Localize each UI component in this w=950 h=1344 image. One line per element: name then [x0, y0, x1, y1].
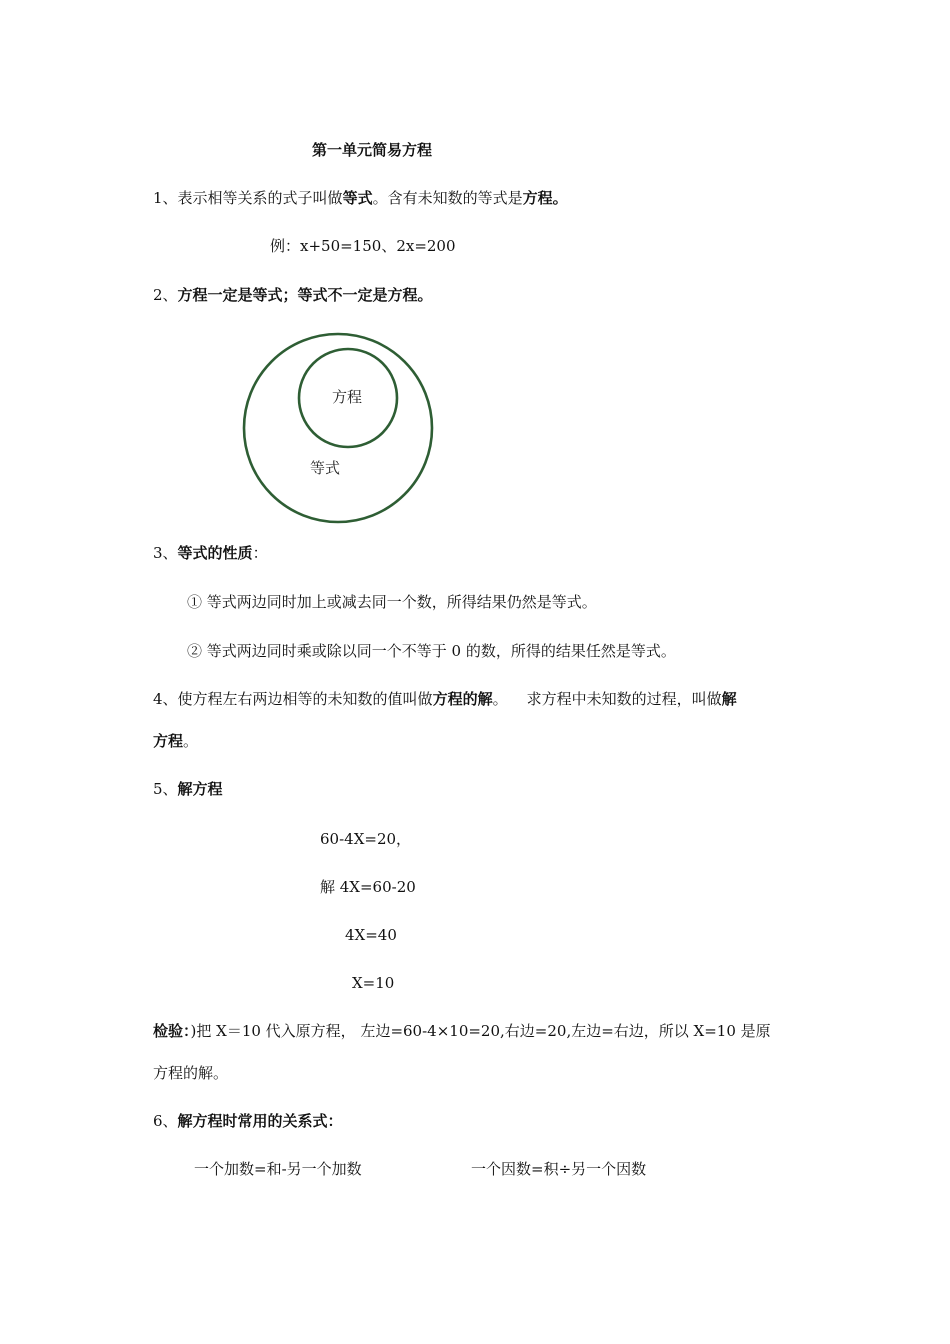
- item-4-text-b: 。 求方程中未知数的过程，叫做: [492, 690, 722, 708]
- item-4-period: 。: [183, 732, 199, 750]
- item-1-text-b: 。含有未知数的等式是: [372, 189, 523, 207]
- item-4-line-1: [153, 689, 737, 709]
- venn-diagram: [236, 328, 516, 530]
- inner-circle-label: 方程: [331, 388, 363, 406]
- item-6-heading: 解方程时常用的关系式：: [177, 1112, 343, 1130]
- item-3-colon: ：: [252, 544, 268, 562]
- item-3: [153, 543, 268, 563]
- solve-step-2: 解 4X=60-20: [320, 878, 416, 896]
- item-5-number: 5、: [153, 780, 178, 798]
- item-2-number: 2、: [153, 286, 178, 304]
- property-1: ① 等式两边同时加上或减去同一个数，所得结果仍然是等式。: [187, 593, 597, 611]
- item-1-term-fangcheng: 方程。: [522, 189, 568, 207]
- item-6: [153, 1111, 343, 1131]
- item-6-number: 6、: [153, 1112, 178, 1130]
- solve-step-1: 60-4X=20，: [320, 830, 412, 848]
- item-2-statement: 方程一定是等式；等式不一定是方程。: [177, 286, 433, 304]
- item-2: [153, 285, 433, 305]
- item-4-term-solve-b: 方程: [153, 732, 184, 750]
- item-3-heading: 等式的性质: [177, 544, 253, 562]
- relation-factor: 一个因数=积÷另一个因数: [471, 1160, 647, 1178]
- item-1-number: 1、: [153, 189, 178, 207]
- page-title: 第一单元简易方程: [312, 141, 433, 159]
- relation-addend: 一个加数=和-另一个加数: [194, 1160, 362, 1178]
- item-4-number: 4、: [153, 690, 178, 708]
- check-text: )把 X＝10 代入原方程， 左边=60-4×10=20,右边=20,左边=右边，所以 X=10 是原: [190, 1022, 771, 1040]
- item-1-term-equation: 等式: [342, 189, 373, 207]
- item-4-term-solve-a: 解: [721, 690, 737, 708]
- item-4-text-a: 使方程左右两边相等的未知数的值叫做: [177, 690, 433, 708]
- item-4-line-2: [153, 731, 198, 751]
- venn-diagram-svg: [236, 328, 516, 530]
- item-3-number: 3、: [153, 544, 178, 562]
- example-line: 例：x+50=150、2x=200: [270, 237, 456, 255]
- item-1: [153, 188, 568, 208]
- solve-step-3: 4X=40: [345, 926, 397, 944]
- item-1-text-a: 表示相等关系的式子叫做: [177, 189, 343, 207]
- item-5: [153, 779, 223, 799]
- check-heading: 检验：: [153, 1022, 191, 1040]
- check-line-1: [153, 1021, 771, 1041]
- item-4-term-solution: 方程的解: [432, 690, 493, 708]
- check-line-2: 方程的解。: [153, 1064, 229, 1082]
- outer-circle-label: 等式: [309, 459, 341, 477]
- property-2: ② 等式两边同时乘或除以同一个不等于 0 的数，所得的结果任然是等式。: [187, 642, 676, 660]
- solve-step-4: X=10: [352, 974, 395, 992]
- item-5-heading: 解方程: [177, 780, 223, 798]
